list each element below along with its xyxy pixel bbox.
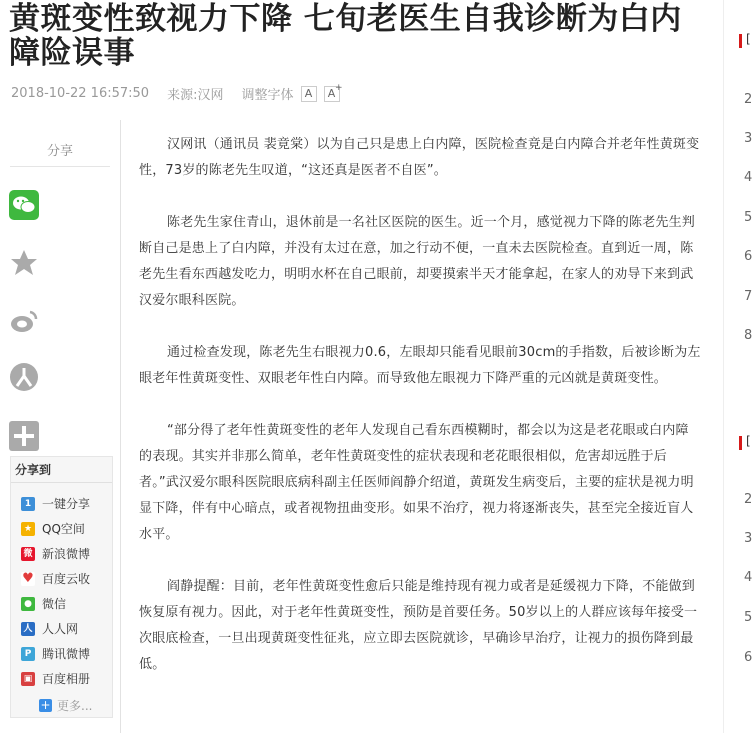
section-marker [739, 34, 742, 48]
share-target-baidu-cloud[interactable] [21, 566, 90, 591]
rank-number[interactable]: 4 [744, 170, 752, 185]
more-plus-icon[interactable] [9, 421, 39, 451]
share-target-label: QQ空间 [42, 522, 85, 536]
article-paragraph: 汉网讯（通讯员 裴竟棠）以为自己只是患上白内障，医院检查竟是白内障合并老年性黄斑变性，73岁的陈老先生叹道，“这还真是医者不自医”。 [139, 137, 700, 178]
share-more-button[interactable] [39, 697, 92, 714]
rank-number[interactable]: 5 [744, 210, 752, 225]
share-title: 分享 [46, 144, 73, 159]
wechat-icon[interactable] [9, 190, 39, 220]
share-divider [10, 166, 110, 167]
share-target-qzone[interactable] [21, 516, 90, 541]
rank-number[interactable]: 6 [744, 249, 752, 264]
section-label: [ [746, 434, 751, 448]
share-target-label: 一键分享 [42, 497, 91, 511]
renren-icon: 人 [21, 622, 35, 636]
font-larger-glyph: A [327, 86, 336, 100]
qzone-icon[interactable] [9, 248, 39, 278]
tencent-weibo-icon: P [21, 647, 35, 661]
share-target-wechat[interactable] [21, 591, 90, 616]
font-smaller-glyph: A [304, 86, 313, 100]
share-to-divider [11, 482, 112, 483]
plus-icon: + [40, 698, 51, 712]
share-target-baidu-album[interactable] [21, 666, 90, 691]
share-target-label: 人人网 [42, 622, 79, 636]
share-target-one-click[interactable] [21, 491, 90, 516]
article-body [139, 132, 701, 704]
right-rail [723, 0, 751, 733]
share-more-label: 更多... [57, 699, 93, 713]
rank-number[interactable]: 4 [744, 570, 752, 585]
share-target-renren[interactable] [21, 616, 90, 641]
renren-icon[interactable] [9, 362, 39, 392]
font-larger-button[interactable] [324, 82, 343, 102]
article-meta [11, 82, 343, 103]
source-link[interactable]: 汉网 [197, 88, 224, 103]
rank-number[interactable]: 8 [744, 328, 752, 343]
section-label: [ [746, 32, 751, 46]
share-target-label: 微信 [42, 597, 67, 611]
wechat-icon: ● [21, 597, 35, 611]
rank-number[interactable]: 2 [744, 92, 752, 107]
share-target-sina-weibo[interactable] [21, 541, 90, 566]
source-label: 来源: [167, 88, 198, 103]
column-divider [120, 120, 121, 733]
share-target-tencent-weibo[interactable] [21, 641, 90, 666]
weibo-icon[interactable] [9, 306, 39, 336]
rank-number[interactable]: 5 [744, 610, 752, 625]
rank-number[interactable]: 6 [744, 650, 752, 665]
section-marker [739, 436, 742, 450]
share-to-panel [10, 456, 113, 718]
article-paragraph: 通过检查发现，陈老先生右眼视力0.6，左眼却只能看见眼前30cm的手指数，后被诊断为左眼老年性黄斑变性、双眼老年性白内障。而导致他左眼视力下降严重的元凶就是黄斑变性。 [139, 345, 701, 386]
rank-number[interactable]: 7 [744, 289, 752, 304]
rank-number[interactable]: 2 [744, 492, 752, 507]
baidu-cloud-icon: ♥ [22, 570, 34, 586]
share-target-label: 腾讯微博 [42, 647, 91, 661]
font-adjust-label: 调整字体 [241, 88, 294, 103]
share-target-label: 百度相册 [42, 672, 91, 686]
sina-weibo-icon: 微 [21, 547, 35, 561]
article-paragraph: 阎静提醒：目前，老年性黄斑变性愈后只能是维持现有视力或者是延缓视力下降，不能做到恢复原有视力。因此，对于老年性黄斑变性，预防是首要任务。50岁以上的人群应该每年接受一次眼底检查，一旦出现黄斑变性征兆，应立即去医院就诊，早确诊早治疗，让视力的损伤降到最低。 [139, 579, 698, 672]
article-paragraph: 陈老先生家住青山，退休前是一名社区医院的医生。近一个月，感觉视力下降的陈老先生判断自己是患上了白内障，并没有太过在意，加之行动不便，一直未去医院检查。直到近一周，陈老先生看东西越发吃力，明明水杯在自己眼前，却要摸索半天才能拿起，在家人的劝导下来到武汉爱尔眼科医院。 [139, 215, 696, 308]
rank-number[interactable]: 3 [744, 131, 752, 146]
article-paragraph: “部分得了老年性黄斑变性的老年人发现自己看东西模糊时，都会以为这是老花眼或白内障的表现。其实并非那么简单，老年性黄斑变性的症状表现和老花眼很相似，危害却远胜于后者。”武汉爱尔眼科医院眼底病科副主任医师阎静介绍道，黄斑发生病变后，主要的症状是视力明显下降，伴有中心暗点，或者视物扭曲变形。如果不治疗，视力将逐渐丧失，甚至完全接近盲人水平。 [139, 423, 694, 542]
share-target-label: 新浪微博 [42, 547, 91, 561]
baidu-album-icon: ▣ [21, 672, 35, 686]
font-smaller-button[interactable] [301, 86, 317, 102]
share-target-label: 百度云收 [42, 572, 91, 586]
share-target-list [21, 491, 90, 691]
share-to-label: 分享到 [15, 463, 52, 477]
qzone-icon: ★ [21, 522, 35, 536]
publish-datetime: 2018-10-22 16:57:50 [11, 86, 150, 101]
one-click-share-icon: 1 [21, 497, 35, 511]
article-headline: 黄斑变性致视力下降 七旬老医生自我诊断为白内障险误事 [9, 1, 682, 71]
rank-number[interactable]: 3 [744, 531, 752, 546]
font-larger-plus: + [334, 82, 343, 93]
